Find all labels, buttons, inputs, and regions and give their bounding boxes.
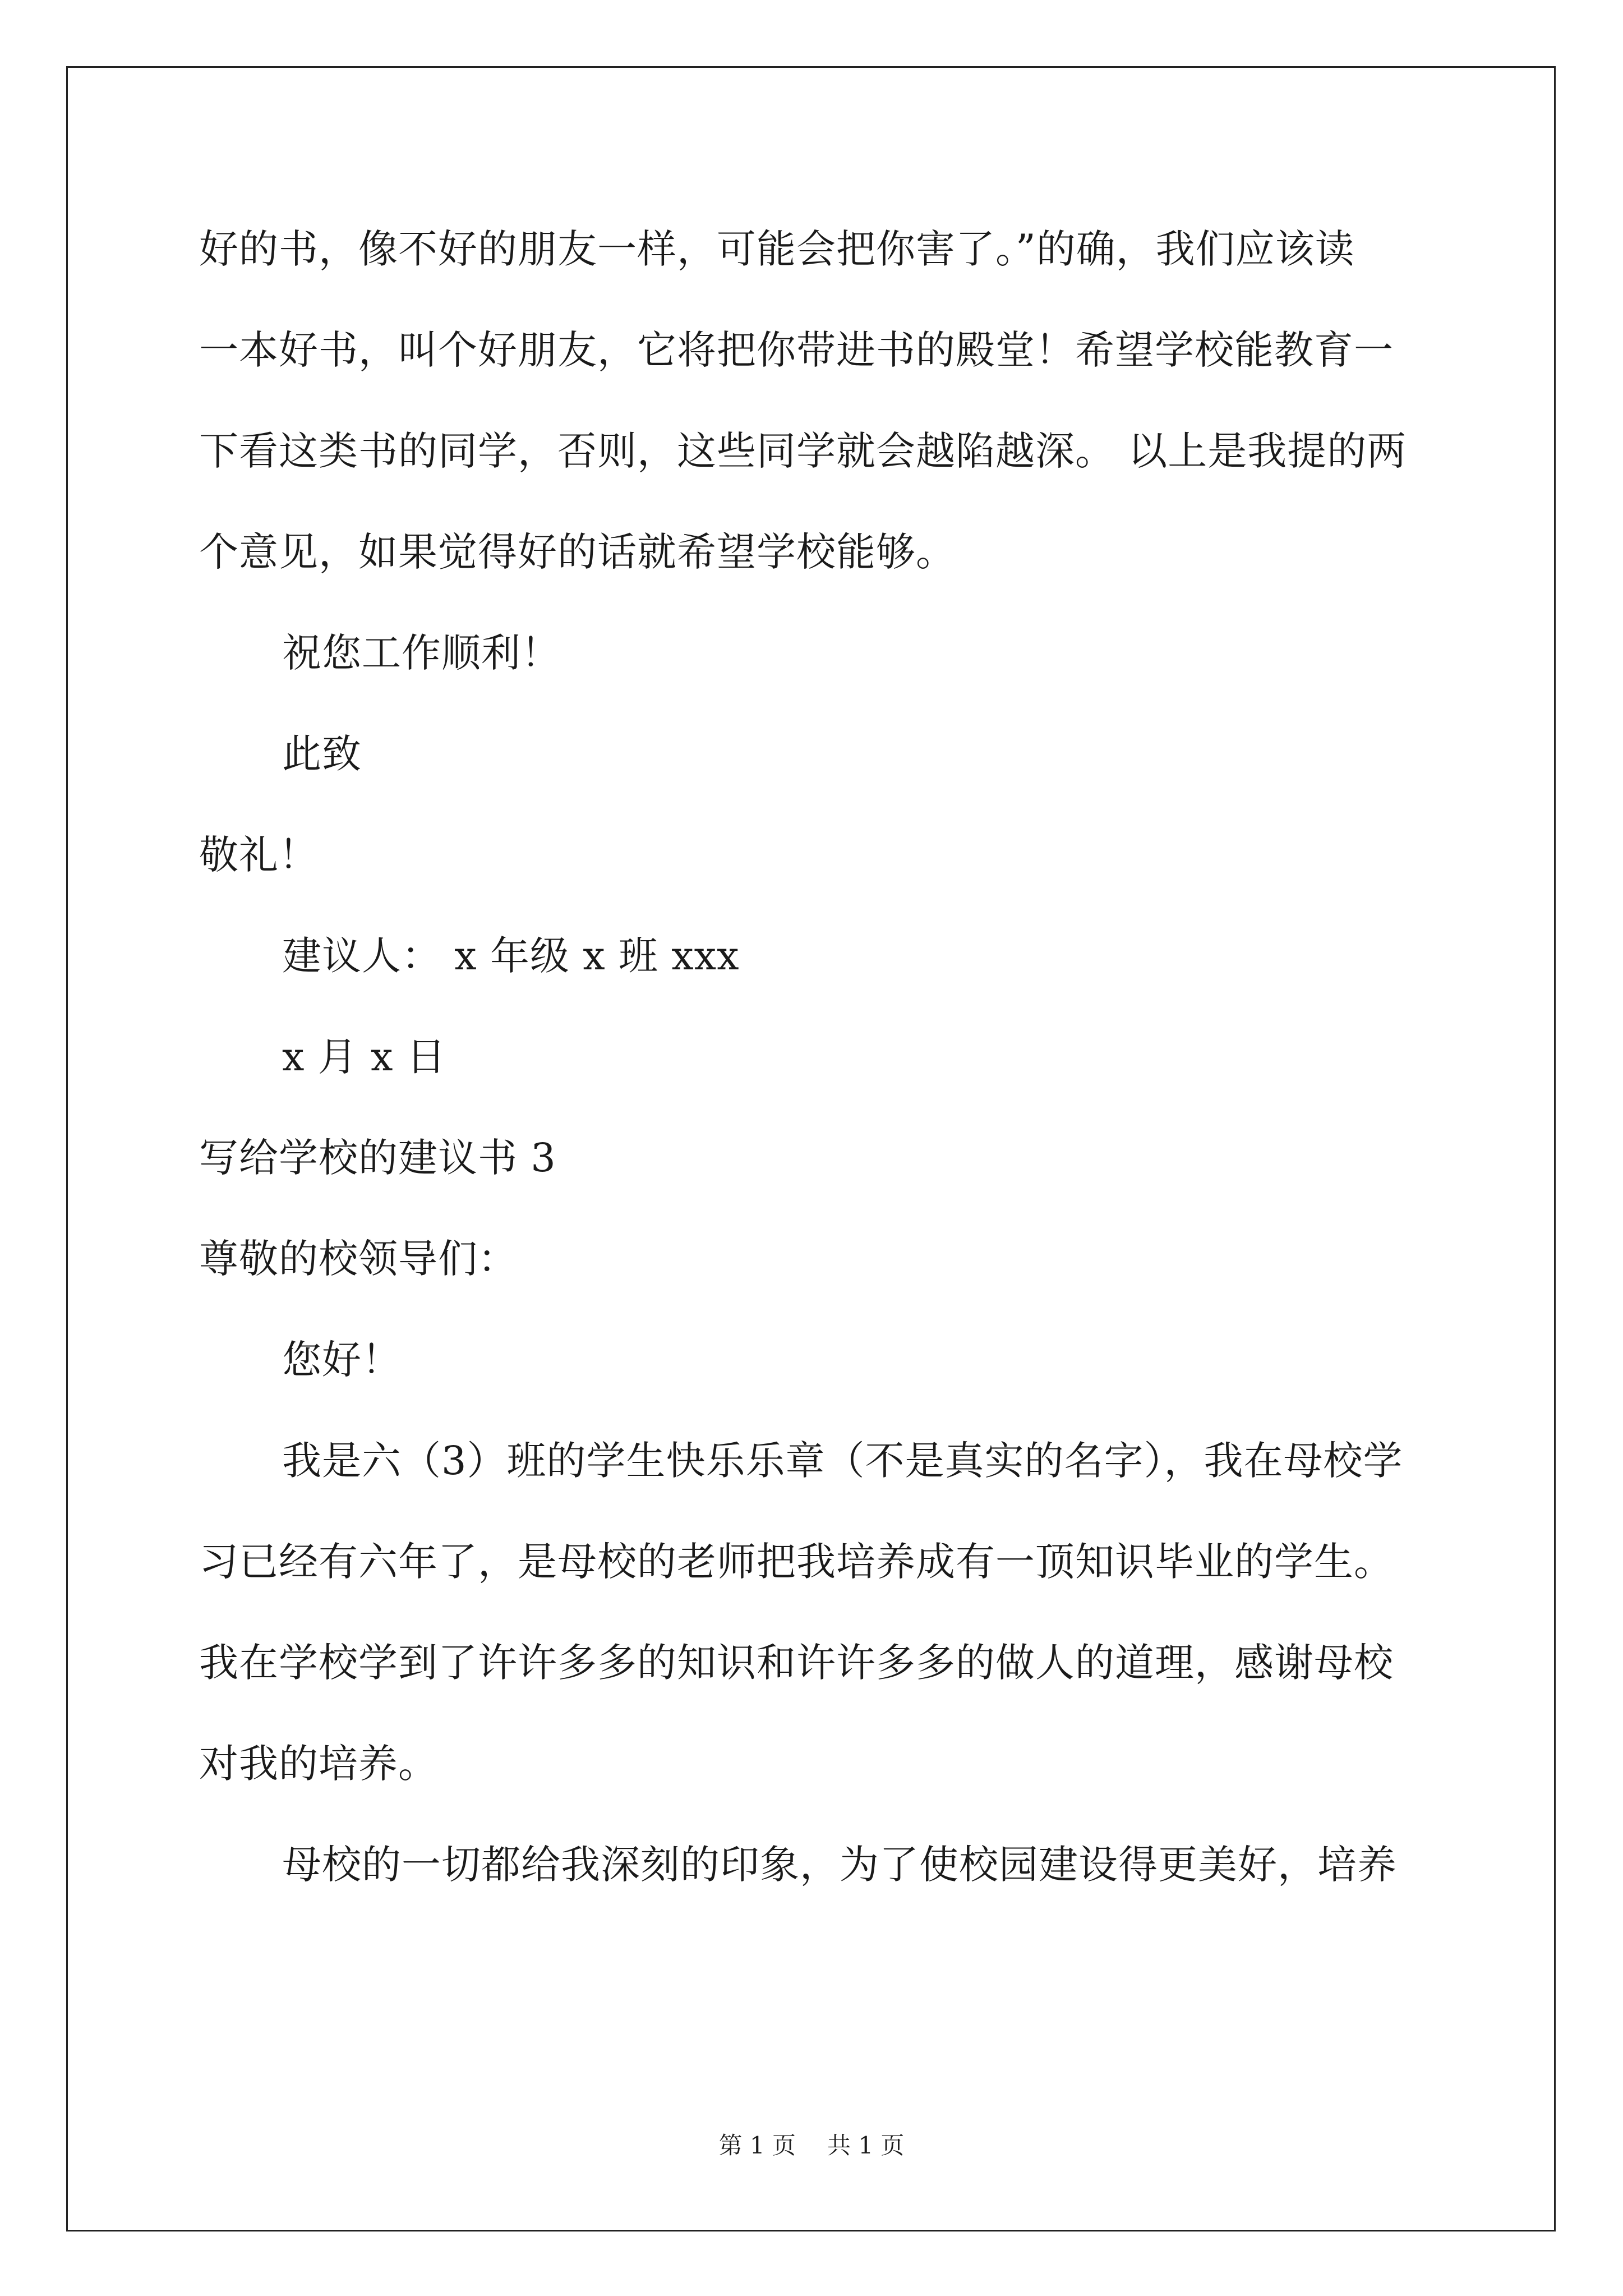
greeting-line: 尊敬的校领导们： — [199, 1236, 518, 1282]
body-line: 下看这类书的同学，否则，这些同学就会越陷越深。 以上是我提的两 — [199, 428, 1407, 474]
date-line: x 月 x 日 — [282, 1034, 446, 1080]
closing-regards: 敬礼！ — [199, 832, 319, 878]
page-total: 共 1 页 — [827, 2132, 905, 2159]
closing-salutation: 此致 — [282, 731, 362, 777]
body-line: 习已经有六年了，是母校的老师把我培养成有一顶知识毕业的学生。 — [199, 1539, 1394, 1585]
body-line: 我是六（3）班的学生快乐乐章（不是真实的名字），我在母校学 — [282, 1438, 1403, 1484]
body-line: 一本好书，叫个好朋友，它将把你带进书的殿堂！希望学校能教育一 — [199, 327, 1394, 373]
greeting-hello: 您好！ — [282, 1337, 402, 1383]
page-footer — [0, 2129, 1623, 2162]
body-line: 好的书，像不好的朋友一样，可能会把你害了。”的确，我们应该读 — [199, 226, 1355, 272]
signature-line: 建议人： x 年级 x 班 xxx — [282, 933, 740, 979]
body-line: 对我的培养。 — [199, 1741, 438, 1787]
body-line: 我在学校学到了许许多多的知识和许许多多的做人的道理，感谢母校 — [199, 1640, 1394, 1686]
body-line: 个意见，如果觉得好的话就希望学校能够。 — [199, 529, 956, 575]
section-heading: 写给学校的建议书 3 — [199, 1135, 556, 1181]
closing-wish: 祝您工作顺利！ — [282, 630, 561, 676]
body-line: 母校的一切都给我深刻的印象，为了使校园建设得更美好，培养 — [282, 1842, 1397, 1888]
page-number: 第 1 页 — [718, 2132, 796, 2159]
